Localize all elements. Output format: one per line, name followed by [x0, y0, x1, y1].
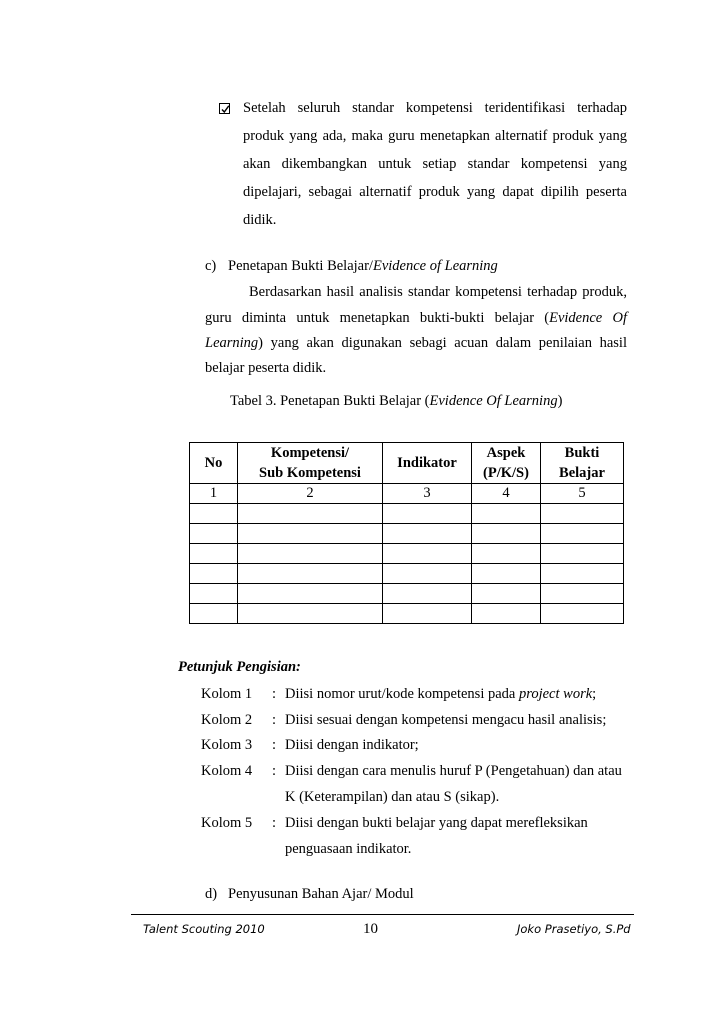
table-cell [238, 544, 383, 564]
table-caption [230, 393, 562, 410]
table-header-row [190, 443, 624, 484]
kolom-description-italic: project work [518, 686, 593, 702]
table-cell [383, 544, 472, 564]
bullet-line-2: produk yang ada, maka guru menetapkan alternatif produk yang [243, 128, 627, 144]
footer-right-text: Joko Prasetiyo, S.Pd [517, 922, 631, 936]
table-cell [541, 504, 624, 524]
section-c-para-line-3-italic: Learning [205, 335, 259, 351]
kolom-colon: : [272, 815, 277, 831]
table-cell [383, 564, 472, 584]
kolom-label: Kolom 1 [201, 686, 253, 702]
header-aspek [472, 443, 541, 484]
column-number: 3 [383, 484, 472, 504]
section-c-heading [228, 258, 498, 275]
kolom-label: Kolom 4 [201, 763, 253, 779]
checkbox-icon [219, 103, 230, 114]
page-number: 10 [363, 921, 378, 937]
table-cell [541, 584, 624, 604]
section-c-para-line-2 [205, 310, 627, 327]
kolom-description: Diisi dengan bukti belajar yang dapat merefleksikan [285, 815, 588, 831]
bullet-line-4: dipelajari, sebagai alternatif produk yang dapat dipilih peserta [243, 184, 627, 200]
section-c-para-line-4: belajar peserta didik. [205, 360, 327, 376]
header-bukti-line-1: Bukti [564, 445, 600, 461]
section-c-para-line-2-text: guru diminta untuk menetapkan bukti-bukti belajar ( [205, 310, 550, 326]
bullet-line-5: didik. [243, 212, 277, 228]
column-number: 5 [541, 484, 624, 504]
header-kompetensi [238, 443, 383, 484]
column-number-row [190, 484, 624, 504]
evidence-table [189, 442, 624, 624]
kolom-colon: : [272, 686, 277, 702]
kolom-description-tail: ; [592, 686, 597, 702]
kolom-label: Kolom 5 [201, 815, 253, 831]
kolom-label: Kolom 3 [201, 737, 253, 753]
table-cell [190, 524, 238, 544]
table-cell [472, 584, 541, 604]
header-aspek-line-2: (P/K/S) [483, 465, 529, 481]
column-number: 4 [472, 484, 541, 504]
column-number: 2 [238, 484, 383, 504]
table-cell [238, 584, 383, 604]
header-kompetensi-line-1: Kompetensi/ [270, 445, 350, 461]
table-cell [190, 564, 238, 584]
kolom-description: Diisi sesuai dengan kompetensi mengacu hasil analisis; [285, 712, 607, 728]
section-c-heading-text: Penetapan Bukti Belajar/ [228, 258, 373, 274]
table-cell [383, 504, 472, 524]
table-caption-prefix: Tabel 3. Penetapan Bukti Belajar ( [230, 393, 430, 409]
section-c-marker: c) [205, 258, 217, 274]
kolom-colon: : [272, 737, 277, 753]
table-cell [472, 524, 541, 544]
table-cell [472, 504, 541, 524]
header-aspek-line-1: Aspek [486, 445, 526, 461]
table-row [190, 524, 624, 544]
column-number: 1 [190, 484, 238, 504]
section-d-heading: Penyusunan Bahan Ajar/ Modul [228, 886, 414, 902]
kolom-label: Kolom 2 [201, 712, 253, 728]
table-cell [541, 524, 624, 544]
table-cell [472, 604, 541, 624]
table-cell [190, 584, 238, 604]
table-cell [383, 524, 472, 544]
table-caption-suffix: ) [557, 393, 563, 409]
table-cell [541, 564, 624, 584]
table-cell [383, 584, 472, 604]
table-row [190, 584, 624, 604]
footer-left-text: Talent Scouting 2010 [143, 922, 265, 936]
table-row [190, 544, 624, 564]
header-no: No [190, 443, 238, 484]
footer-divider [131, 914, 634, 915]
table-row [190, 564, 624, 584]
section-c-para-line-2-italic: Evidence Of [549, 310, 627, 326]
header-bukti [541, 443, 624, 484]
kolom-description-continued: penguasaan indikator. [285, 841, 412, 857]
kolom-description: Diisi dengan indikator; [285, 737, 419, 753]
table-cell [190, 604, 238, 624]
petunjuk-title: Petunjuk Pengisian: [178, 659, 301, 675]
section-c-para-line-3 [205, 335, 627, 352]
table-row [190, 504, 624, 524]
table-row [190, 604, 624, 624]
table-cell [238, 524, 383, 544]
kolom-description: Diisi dengan cara menulis huruf P (Pengetahuan) dan atau [285, 763, 622, 779]
header-kompetensi-line-2: Sub Kompetensi [259, 465, 361, 481]
kolom-description-continued: K (Keterampilan) dan atau S (sikap). [285, 789, 500, 805]
table-cell [238, 504, 383, 524]
header-indikator: Indikator [383, 443, 472, 484]
table-cell [541, 604, 624, 624]
kolom-colon: : [272, 763, 277, 779]
kolom-colon: : [272, 712, 277, 728]
table-caption-italic: Evidence Of Learning [429, 393, 558, 409]
table-cell [541, 544, 624, 564]
table-cell [238, 564, 383, 584]
table-cell [238, 604, 383, 624]
kolom-description-text: Diisi nomor urut/kode kompetensi pada [285, 686, 519, 702]
section-c-heading-italic: Evidence of Learning [372, 258, 498, 274]
section-d-marker: d) [205, 886, 218, 902]
table-cell [190, 504, 238, 524]
table-cell [190, 544, 238, 564]
table-cell [472, 544, 541, 564]
table-cell [472, 564, 541, 584]
header-bukti-line-2: Belajar [559, 465, 605, 481]
section-c-para-line-1: Berdasarkan hasil analisis standar kompetensi terhadap produk, [249, 284, 627, 300]
section-c-para-line-3-text: ) yang akan digunakan sebagi acuan dalam penilaian hasil [258, 335, 627, 351]
bullet-line-3: akan dikembangkan untuk setiap standar kompetensi yang [243, 156, 627, 172]
table-cell [383, 604, 472, 624]
bullet-line-1: Setelah seluruh standar kompetensi teridentifikasi terhadap [243, 100, 627, 116]
kolom-description [285, 686, 596, 703]
